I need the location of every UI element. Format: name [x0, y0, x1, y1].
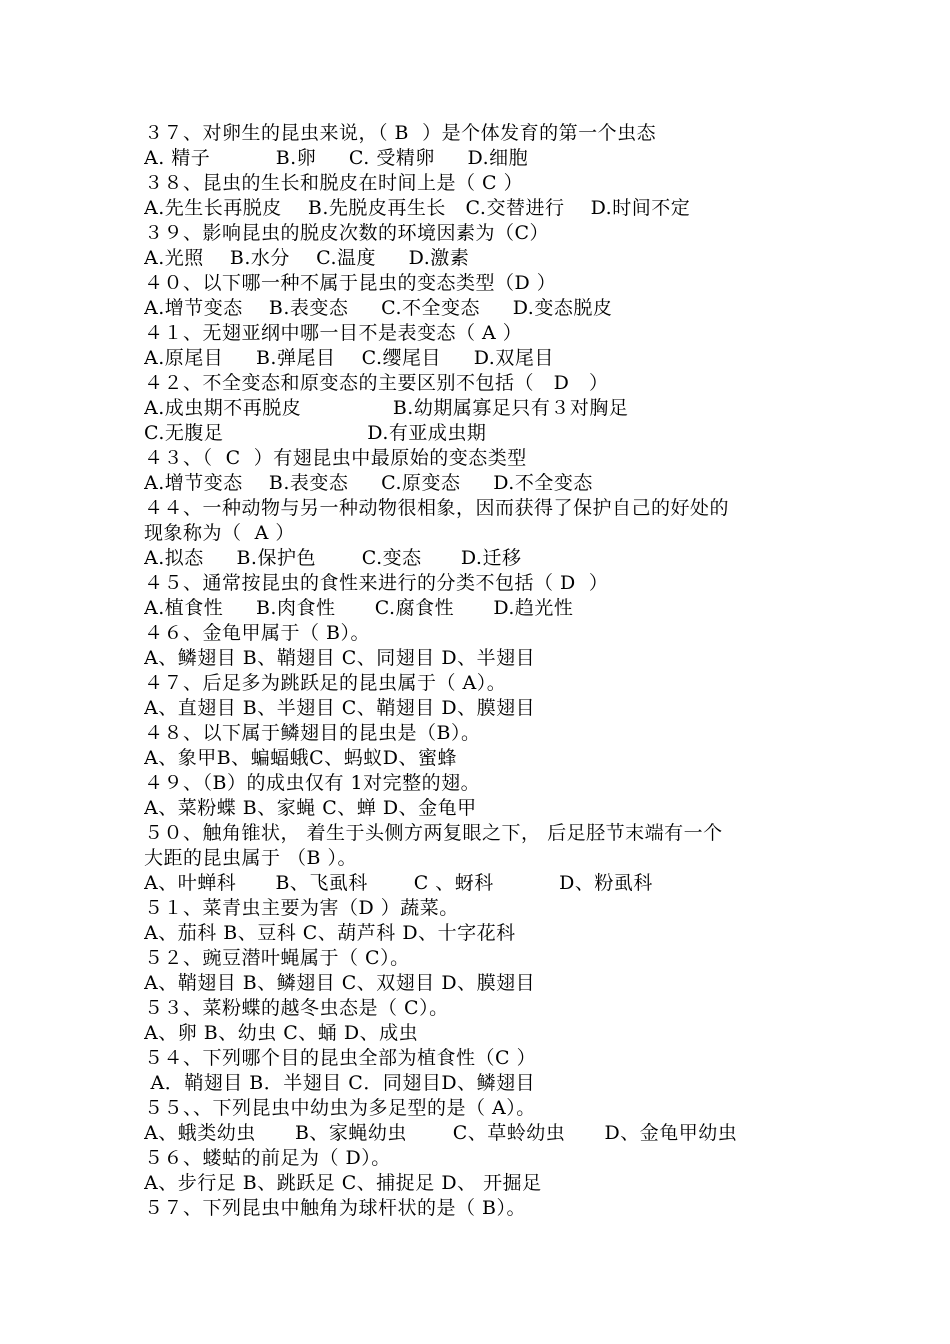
question-text: ３７、对卵生的昆虫来说，（ B ）是个体发育的第一个虫态 [144, 122, 657, 144]
answer-options: A、鞘翅目 B、鳞翅目 C、双翅目 D、膜翅目 [144, 972, 536, 994]
answer-options: A、象甲B、蝙蝠蛾C、蚂蚁D、蜜蜂 [144, 747, 457, 769]
answer-options: A.原尾目 B.弹尾目 C.缨尾目 D.双尾目 [144, 347, 554, 369]
question-text: ５３、菜粉蝶的越冬虫态是（ C）。 [144, 997, 449, 1019]
question-text: ５４、下列哪个目的昆虫全部为植食性（C ） [144, 1047, 537, 1069]
question-text: ４８、以下属于鳞翅目的昆虫是（B）。 [144, 722, 481, 744]
answer-options: A.增节变态 B.表变态 C.不全变态 D.变态脱皮 [144, 297, 613, 319]
question-text: ５５、、下列昆虫中幼虫为多足型的是（ A）。 [144, 1097, 536, 1119]
question-text: ４０、以下哪一种不属于昆虫的变态类型（D ） [144, 272, 557, 294]
question-text: 大距的昆虫属于 （B ）。 [144, 847, 358, 869]
answer-options: A．鞘翅目 B．半翅目 C．同翅目D、鳞翅目 [144, 1072, 536, 1094]
question-text: ４９、（B）的成虫仅有 1对完整的翅。 [144, 772, 481, 794]
question-text: ５２、豌豆潜叶蝇属于（ C）。 [144, 947, 410, 969]
answer-options: A.成虫期不再脱皮 B.幼期属寡足只有３对胸足 [144, 397, 629, 419]
answer-options: A.植食性 B.肉食性 C.腐食性 D.趋光性 [144, 597, 574, 619]
answer-options: A、卵 B、幼虫 C、蛹 D、成虫 [144, 1022, 419, 1044]
question-text: ５０、触角锥状， 着生于头侧方两复眼之下， 后足胫节末端有一个 [144, 822, 723, 844]
question-text: ３９、影响昆虫的脱皮次数的环境因素为（C） [144, 222, 550, 244]
question-text: ５７、下列昆虫中触角为球杆状的是（ B）。 [144, 1197, 527, 1219]
question-text: 现象称为（ A ） [144, 522, 295, 544]
answer-options: A、步行足 B、跳跃足 C、捕捉足 D、 开掘足 [144, 1172, 542, 1194]
question-text: ５１、菜青虫主要为害（D ）蔬菜。 [144, 897, 459, 919]
answer-options: A、鳞翅目 B、鞘翅目 C、同翅目 D、半翅目 [144, 647, 536, 669]
question-text: ４１、无翅亚纲中哪一目不是表变态（ A ） [144, 322, 523, 344]
question-text: ３８、昆虫的生长和脱皮在时间上是（ C ） [144, 172, 524, 194]
question-text: ４７、后足多为跳跃足的昆虫属于（ A）。 [144, 672, 507, 694]
answer-options: A、直翅目 B、半翅目 C、鞘翅目 D、膜翅目 [144, 697, 536, 719]
answer-options: A、叶蝉科 B、飞虱科 C 、蚜科 D、粉虱科 [144, 872, 653, 894]
question-text: ５６、蝼蛄的前足为（ D）。 [144, 1147, 391, 1169]
answer-options: C.无腹足 D.有亚成虫期 [144, 422, 487, 444]
question-text: ４４、一种动物与另一种动物很相象，因而获得了保护自己的好处的 [144, 497, 730, 519]
question-list [144, 121, 814, 1221]
answer-options: A. 精子 B.卵 C. 受精卵 D.细胞 [144, 147, 529, 169]
answer-options: A.光照 B.水分 C.温度 D.激素 [144, 247, 470, 269]
answer-options: A、菜粉蝶 B、家蝇 C、蝉 D、金龟甲 [144, 797, 477, 819]
answer-options: A.先生长再脱皮 B.先脱皮再生长 C.交替进行 D.时间不定 [144, 197, 691, 219]
question-text: ４５、通常按昆虫的食性来进行的分类不包括（ D ） [144, 572, 609, 594]
answer-options: A、蛾类幼虫 B、家蝇幼虫 C、草蛉幼虫 D、金龟甲幼虫 [144, 1122, 738, 1144]
answer-options: A、茄科 B、豆科 C、葫芦科 D、十字花科 [144, 922, 516, 944]
question-text: ４３、（ C ）有翅昆虫中最原始的变态类型 [144, 447, 527, 469]
question-text: ４２、不全变态和原变态的主要区别不包括（ D ） [144, 372, 609, 394]
answer-options: A.拟态 B.保护色 C.变态 D.迁移 [144, 547, 522, 569]
question-text: ４６、金龟甲属于（ B）。 [144, 622, 371, 644]
answer-options: A.增节变态 B.表变态 C.原变态 D.不全变态 [144, 472, 593, 494]
